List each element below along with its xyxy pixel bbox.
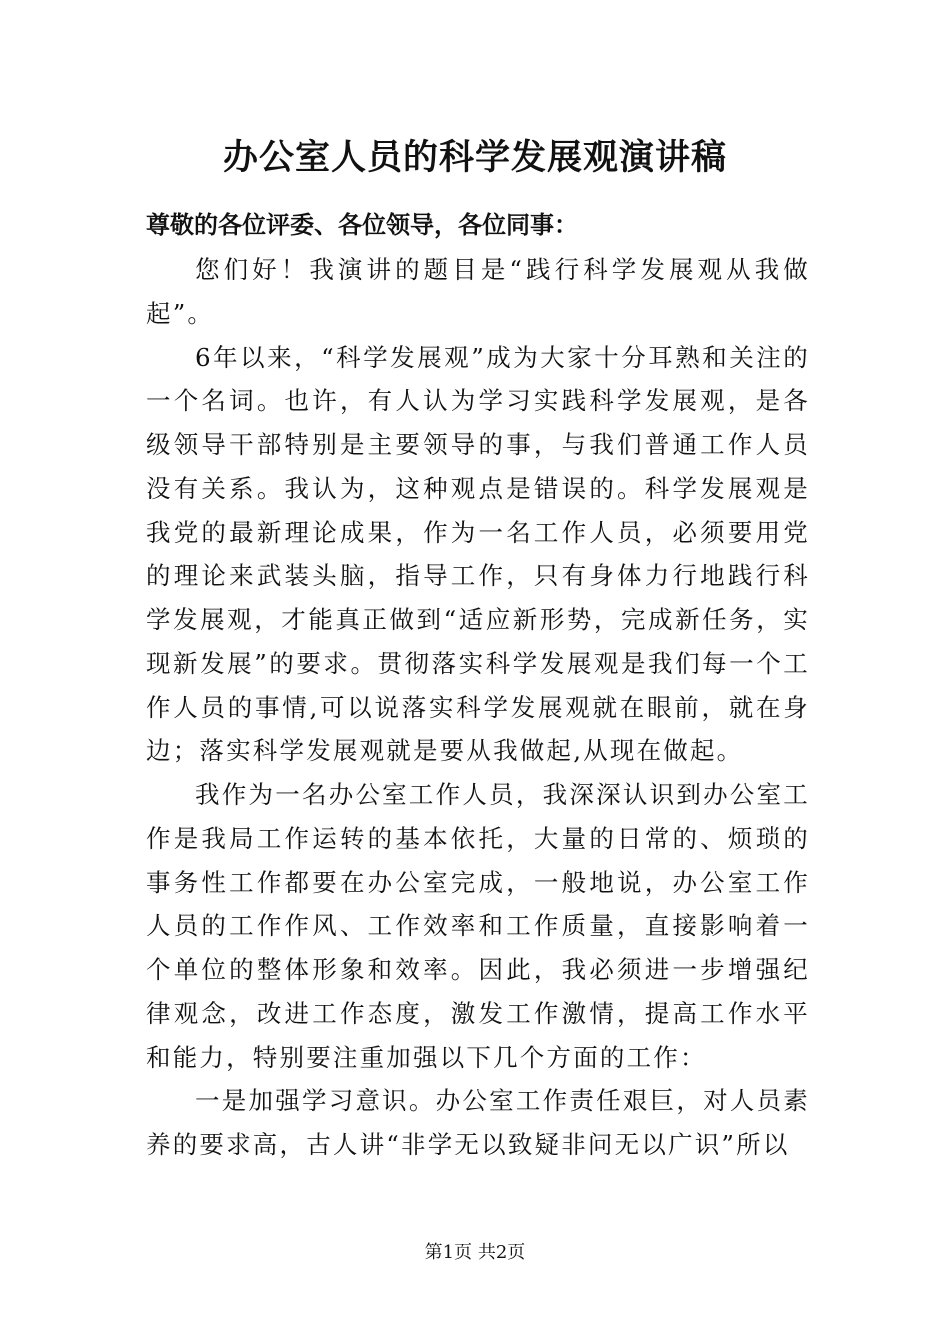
paragraph-scientific-outlook: 6年以来，“科学发展观”成为大家十分耳熟和关注的一个名词。也许，有人认为学习实践科学发展观，是各级领导干部特别是主要领导的事，与我们普通工作人员没有关系。我认为，这种观点是错误的。科学发展观是我党的最新理论成果，作为一名工作人员，必须要用党的理论来武装头脑，指导工作，只有身体力行地践行科学发展观，才能真正做到“适应新形势，完成新任务，实现新发展”的要求。贯彻落实科学发展观是我们每一个工作人员的事情,可以说落实科学发展观就在眼前，就在身边；落实科学发展观就是要从我做起,从现在做起。 — [146, 342, 810, 766]
paragraph-office-work: 我作为一名办公室工作人员，我深深认识到办公室工作是我局工作运转的基本依托，大量的日常的、烦琐的事务性工作都要在办公室完成，一般地说，办公室工作人员的工作作风、工作效率和工作质量，直接影响着一个单位的整体形象和效率。因此，我必须进一步增强纪律观念，改进工作态度，激发工作激情，提高工作水平和能力，特别要注重加强以下几个方面的工作： — [146, 780, 810, 1072]
salutation: 尊敬的各位评委、各位领导，各位同事： — [146, 211, 578, 239]
body-text — [146, 248, 810, 1167]
paragraph-greeting: 您们好！我演讲的题目是“践行科学发展观从我做起”。 — [146, 255, 810, 328]
page-title: 办公室人员的科学发展观演讲稿 — [222, 137, 727, 178]
page-footer: 第1页 共2页 — [424, 1242, 526, 1263]
paragraph-learning: 一是加强学习意识。办公室工作责任艰巨，对人员素养的要求高，古人讲“非学无以致疑非问无以广识”所以 — [146, 1086, 810, 1159]
